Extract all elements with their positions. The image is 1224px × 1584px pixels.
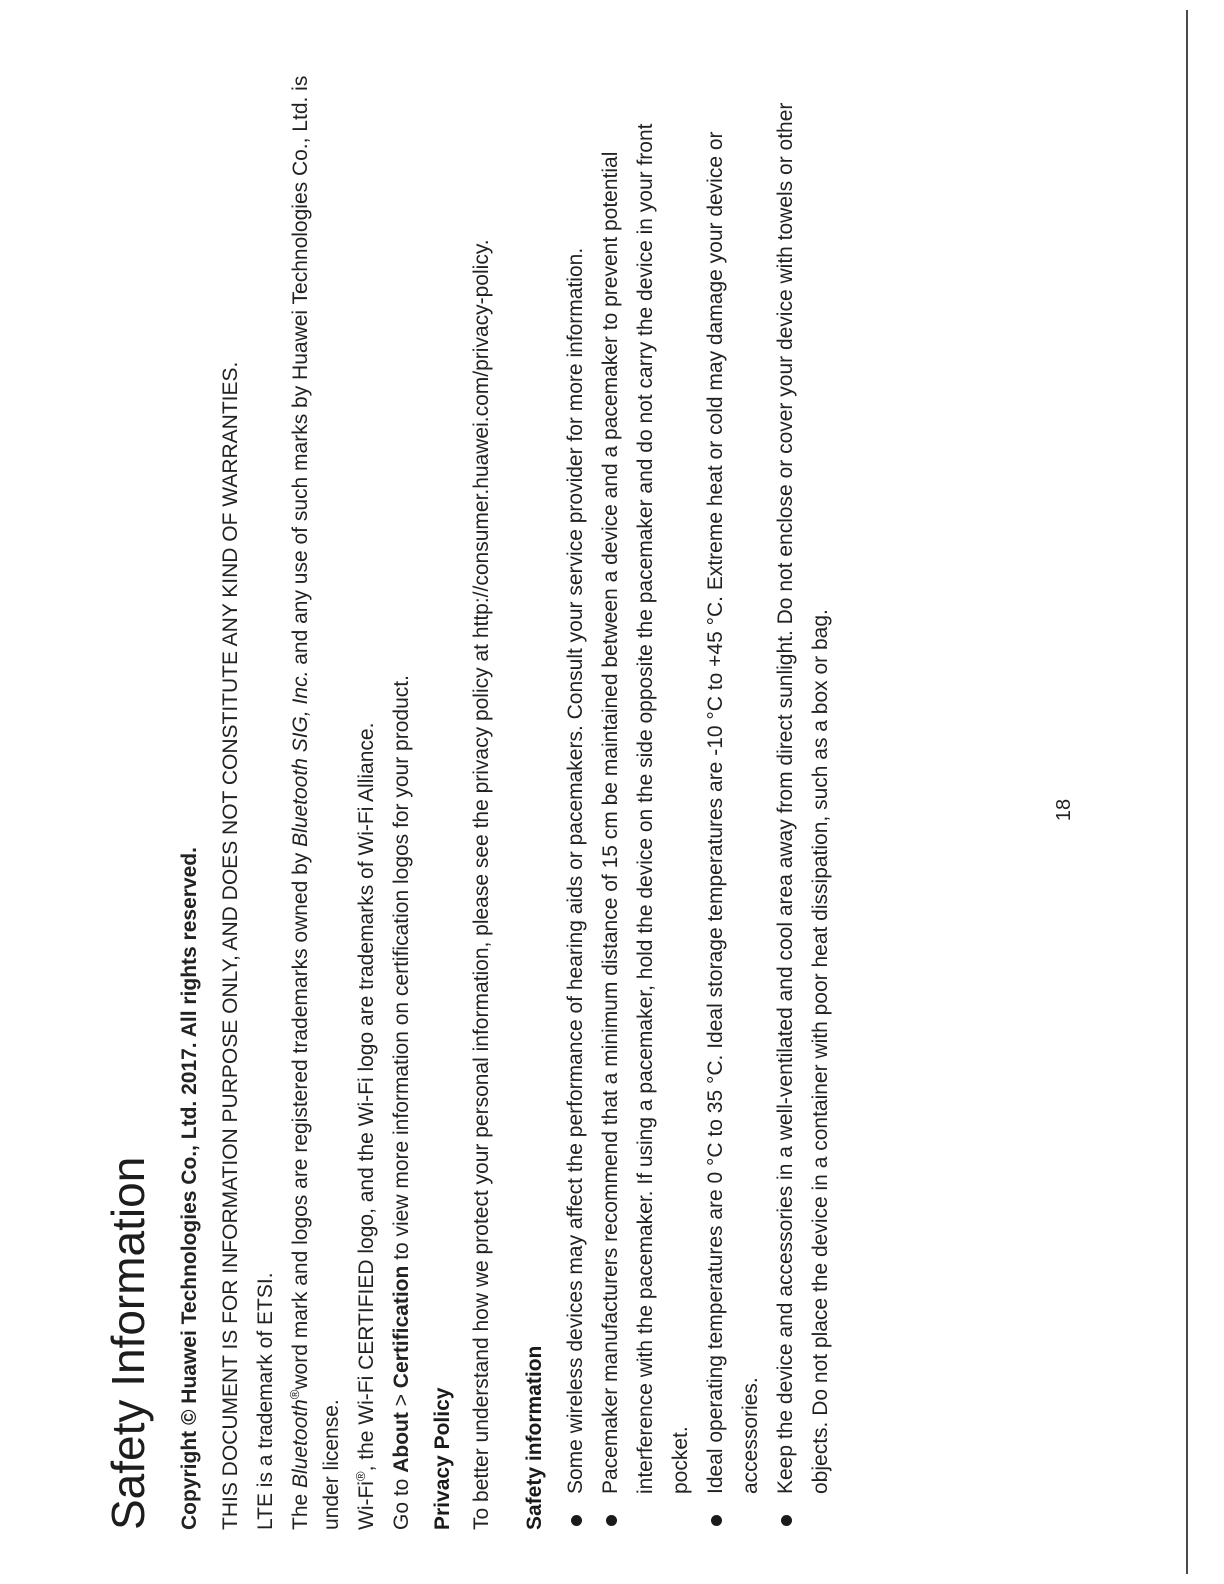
page-edge-rule	[1186, 10, 1188, 1574]
page-number: 18	[1053, 798, 1075, 822]
safety-bullet-list	[558, 50, 838, 1530]
lte-trademark-text: LTE is a trademark of ETSI.	[254, 1272, 277, 1530]
about-menu-path: About	[390, 1412, 413, 1473]
privacy-policy-text: To better understand how we protect your personal information, please see the privacy policy at http://consumer.huawei.com/privacy-policy.	[470, 239, 493, 1530]
disclaimer-text: THIS DOCUMENT IS FOR INFORMATION PURPOSE ONLY, AND DOES NOT CONSTITUTE ANY KIND OF WARRANTIES.	[219, 361, 242, 1530]
bullet-icon	[571, 1515, 582, 1526]
bullet-icon	[711, 1515, 722, 1526]
wifi-trademark-text: Wi-Fi®, the Wi-Fi CERTIFIED logo, and the Wi-Fi logo are trademarks of Wi-Fi Alliance.	[353, 722, 378, 1530]
bluetooth-trademark-text: The Bluetooth®word mark and logos are registered trademarks owned by Bluetooth SIG, Inc. and any use of such marks by Huawei Technologies Co., Ltd. is under license.	[287, 75, 343, 1530]
copyright-notice: Copyright © Huawei Technologies Co., Ltd. 2017. All rights reserved.	[178, 847, 201, 1530]
bluetooth-word: Bluetooth	[289, 1399, 312, 1488]
list-item: Ideal operating temperatures are 0 °C to 35 °C. Ideal storage temperatures are -10 °C to +45 °C. Extreme heat or cold may damage your device or accessories.	[698, 50, 768, 1530]
registered-mark: ®	[287, 1389, 302, 1400]
privacy-policy-heading: Privacy Policy	[431, 1387, 454, 1530]
bluetooth-owner: Bluetooth SIG, Inc.	[289, 670, 312, 847]
rotated-page-content	[100, 50, 1075, 1530]
certification-instructions: Go to About > Certification to view more information on certification logos for your product.	[390, 675, 413, 1530]
page-title: Safety Information	[102, 1156, 154, 1530]
list-item: Keep the device and accessories in a well-ventilated and cool area away from direct sunlight. Do not enclose or cover your device with towels or other objects. Do not place the device in a container with poor heat dissipation, such as a box or bag.	[768, 50, 838, 1530]
safety-information-heading: Safety information	[523, 1345, 546, 1530]
certification-menu-path: Certification	[390, 1265, 413, 1389]
registered-mark: ®	[353, 1471, 368, 1482]
list-item: Some wireless devices may affect the performance of hearing aids or pacemakers. Consult your service provider for more information.	[558, 50, 593, 1530]
bullet-icon	[606, 1515, 617, 1526]
bullet-icon	[781, 1515, 792, 1526]
list-item: Pacemaker manufacturers recommend that a minimum distance of 15 cm be maintained between a device and a pacemaker to prevent potential interference with the pacemaker. If using a pacemaker, hold the device on the side opposite the pacemaker and do not carry the device in your front pocket.	[593, 50, 698, 1530]
